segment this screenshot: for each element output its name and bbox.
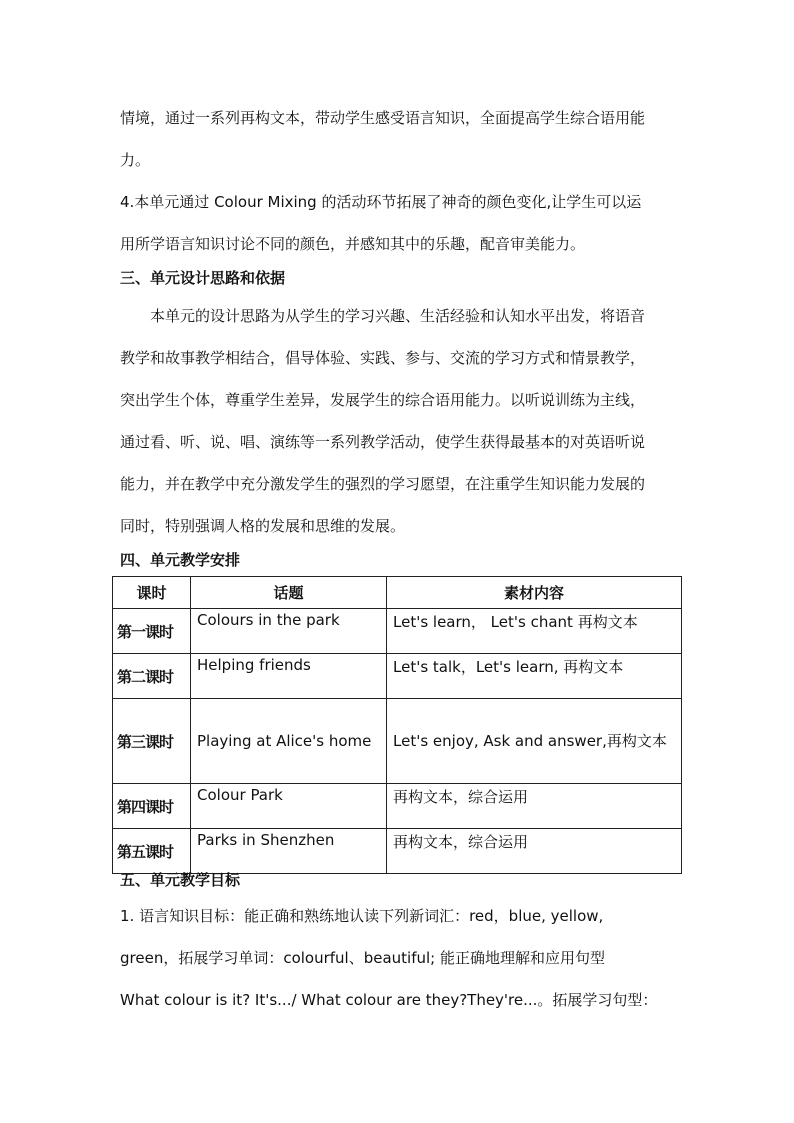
topic-cell: Colours in the park [191, 609, 387, 654]
table-row [113, 784, 682, 829]
paragraph-line: 能力，并在教学中充分激发学生的强烈的学习愿望，在注重学生知识能力发展的 [120, 475, 646, 493]
topic-cell: Parks in Shenzhen [191, 829, 387, 874]
section-heading-4: 四、单元教学安排 [120, 551, 241, 569]
paragraph-line: 本单元的设计思路为从学生的学习兴趣、生活经验和认知水平出发，将语音 [150, 307, 646, 325]
paragraph-line: 1. 语言知识目标：能正确和熟练地认读下列新词汇：red，blue, yellow, [120, 907, 604, 925]
paragraph-line: 用所学语言知识讨论不同的颜色，并感知其中的乐趣，配音审美能力。 [120, 235, 586, 253]
topic-cell: Helping friends [191, 654, 387, 699]
table-row [113, 699, 682, 784]
content-cell: 再构文本，综合运用 [387, 829, 682, 874]
lesson-schedule-table [112, 576, 682, 874]
topic-cell: Playing at Alice's home [191, 699, 387, 784]
paragraph-line: 力。 [120, 151, 151, 169]
content-cell: Let's enjoy, Ask and answer,再构文本 [387, 699, 682, 784]
section-heading-5: 五、单元教学目标 [120, 871, 241, 889]
paragraph-line: 同时，特别强调人格的发展和思维的发展。 [120, 517, 406, 535]
paragraph-line: 通过看、听、说、唱、演练等一系列教学活动，使学生获得最基本的对英语听说 [120, 433, 646, 451]
paragraph-line: 4.本单元通过 Colour Mixing 的活动环节拓展了神奇的颜色变化,让学生可以运 [120, 193, 642, 211]
topic-cell: Colour Park [191, 784, 387, 829]
lesson-cell: 第三课时 [113, 699, 191, 784]
table-header-row [113, 577, 682, 609]
content-cell: 再构文本，综合运用 [387, 784, 682, 829]
paragraph-line: green，拓展学习单词：colourful、beautiful; 能正确地理解和应用句型 [120, 949, 605, 967]
content-cell: Let's learn， Let's chant 再构文本 [387, 609, 682, 654]
paragraph-line: What colour is it? It's.../ What colour are they?They're...。拓展学习句型： [120, 991, 658, 1009]
paragraph-line: 情境，通过一系列再构文本，带动学生感受语言知识，全面提高学生综合语用能 [120, 109, 646, 127]
lesson-cell: 第一课时 [113, 609, 191, 654]
content-cell: Let's talk，Let's learn, 再构文本 [387, 654, 682, 699]
table-row [113, 829, 682, 874]
lesson-cell: 第二课时 [113, 654, 191, 699]
paragraph-line: 突出学生个体，尊重学生差异，发展学生的综合语用能力。以听说训练为主线， [120, 391, 646, 409]
lesson-cell: 第五课时 [113, 829, 191, 874]
table-row [113, 654, 682, 699]
table-row [113, 609, 682, 654]
header-lesson: 课时 [113, 577, 191, 609]
section-heading-3: 三、单元设计思路和依据 [120, 269, 286, 287]
header-topic: 话题 [191, 577, 387, 609]
paragraph-line: 教学和故事教学相结合，倡导体验、实践、参与、交流的学习方式和情景教学， [120, 349, 646, 367]
lesson-cell: 第四课时 [113, 784, 191, 829]
header-content: 素材内容 [387, 577, 682, 609]
